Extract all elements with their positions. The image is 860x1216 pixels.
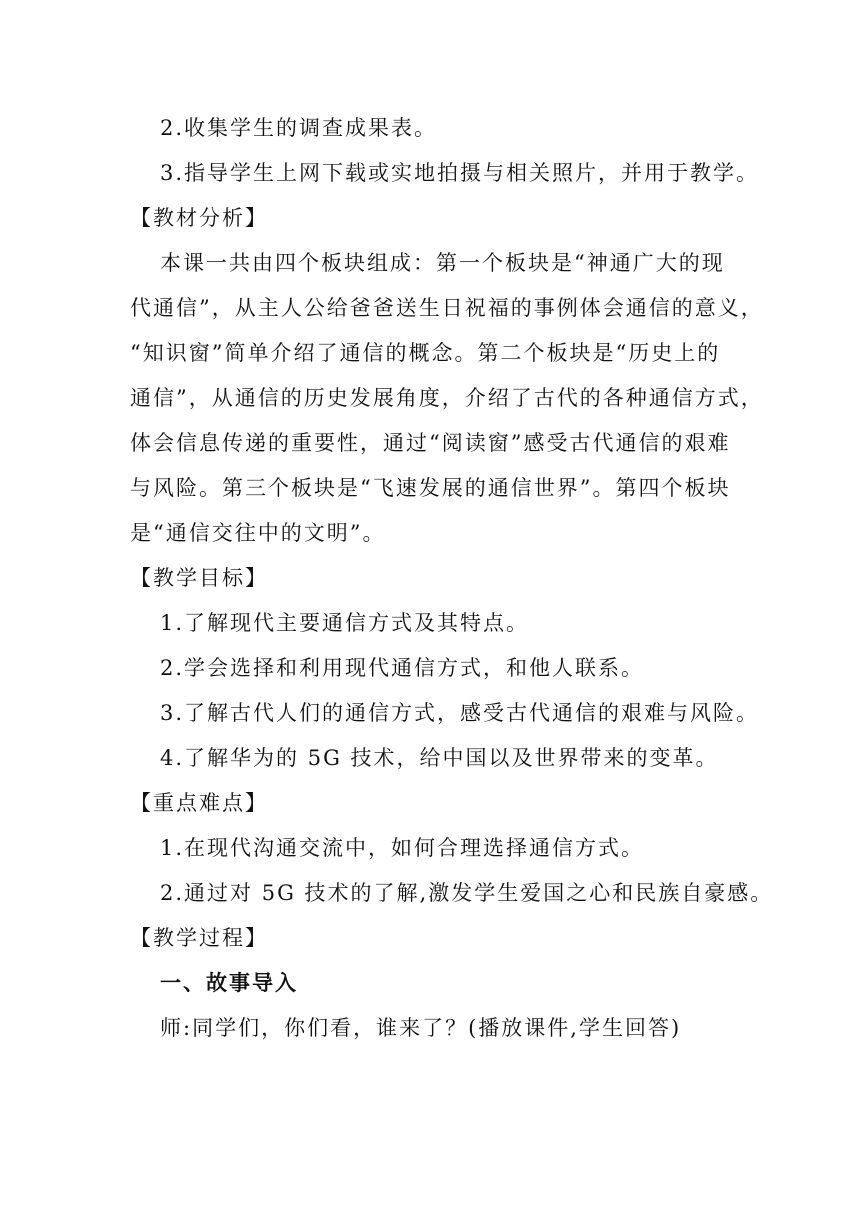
paragraph-line: 是“通信交往中的文明”。	[130, 521, 386, 545]
section-heading-key-points: 【重点难点】	[130, 791, 268, 815]
key-point-item: 1.在现代沟通交流中，如何合理选择通信方式。	[160, 836, 645, 860]
key-point-item: 2.通过对 5G 技术的了解,激发学生爱国之心和民族自豪感。	[160, 881, 774, 905]
goal-item: 3.了解古代人们的通信方式，感受古代通信的艰难与风险。	[160, 701, 760, 725]
paragraph-line: 与风险。第三个板块是“飞速发展的通信世界”。第四个板块	[130, 476, 731, 500]
paragraph-line: “知识窗”简单介绍了通信的概念。第二个板块是“历史上的	[130, 341, 721, 365]
section-heading-teaching-goals: 【教学目标】	[130, 566, 268, 590]
paragraph-line: 体会信息传递的重要性，通过“阅读窗”感受古代通信的艰难	[130, 431, 731, 455]
prep-item: 2.收集学生的调查成果表。	[160, 116, 438, 140]
paragraph-line: 通信”，从通信的历史发展角度，介绍了古代的各种通信方式，	[130, 386, 764, 410]
prep-item: 3.指导学生上网下载或实地拍摄与相关照片，并用于教学。	[160, 161, 760, 185]
goal-item: 4.了解华为的 5G 技术，给中国以及世界带来的变革。	[160, 746, 719, 770]
goal-item: 1.了解现代主要通信方式及其特点。	[160, 611, 530, 635]
dialogue-line: 师:同学们，你们看，谁来了？(播放课件,学生回答)	[160, 1016, 682, 1040]
section-heading-material-analysis: 【教材分析】	[130, 206, 268, 230]
section-heading-teaching-process: 【教学过程】	[130, 926, 268, 950]
subsection-title: 一、故事导入	[160, 970, 298, 995]
goal-item: 2.学会选择和利用现代通信方式，和他人联系。	[160, 656, 645, 680]
paragraph-line: 本课一共由四个板块组成：第一个板块是“神通广大的现	[160, 251, 725, 275]
paragraph-line: 代通信”，从主人公给爸爸送生日祝福的事例体会通信的意义，	[130, 296, 764, 320]
